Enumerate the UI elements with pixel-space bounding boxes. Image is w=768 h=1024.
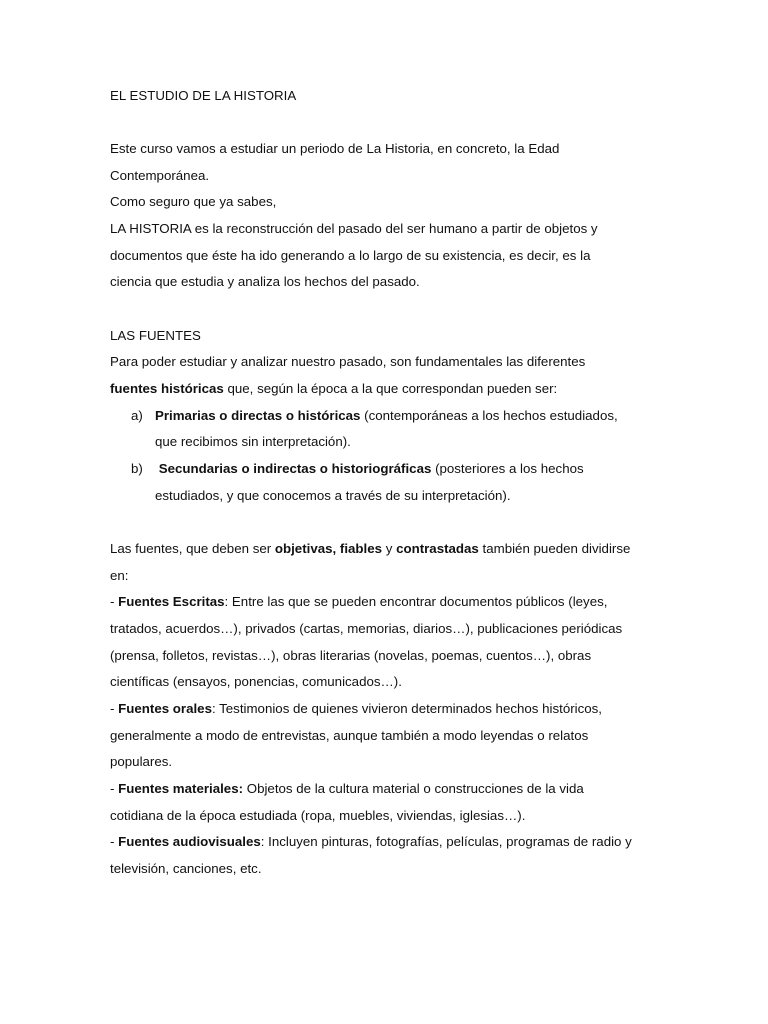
fuentes-audiovisuales-line: televisión, canciones, etc. (110, 861, 262, 876)
dash: - (110, 594, 119, 609)
text-run: (posteriores a los hechos (431, 461, 584, 476)
bold-term: Secundarias o indirectas o historiográficas (155, 461, 432, 476)
list-item-a (155, 407, 618, 425)
list-marker-a: a) (131, 408, 143, 423)
list-item-b (155, 460, 584, 478)
text-run: : Testimonios de quienes vivieron determinados hechos históricos, (211, 701, 602, 716)
intro-line: Contemporánea. (110, 168, 210, 183)
text-run: y (382, 541, 397, 556)
fuentes-escritas-line (110, 593, 607, 611)
fuentes-paragraph-line: Para poder estudiar y analizar nuestro pasado, son fundamentales las diferentes (110, 354, 586, 369)
fuentes-escritas-line: tratados, acuerdos…), privados (cartas, memorias, diarios…), publicaciones periódicas (110, 621, 623, 636)
document-title: EL ESTUDIO DE LA HISTORIA (110, 88, 297, 103)
fuentes-escritas-line: científicas (ensayos, ponencias, comunicados…). (110, 674, 402, 689)
bold-term: Fuentes audiovisuales (118, 834, 261, 849)
fuentes-orales-line: populares. (110, 754, 173, 769)
list-item-b-continuation: estudiados, y que conocemos a través de su interpretación). (155, 488, 511, 503)
text-run: que, según la época a la que correspondan pueden ser: (223, 381, 558, 396)
fuentes-materiales-line: cotidiana de la época estudiada (ropa, muebles, viviendas, iglesias…). (110, 808, 526, 823)
intro-line: LA HISTORIA es la reconstrucción del pasado del ser humano a partir de objetos y (110, 221, 598, 236)
bold-term: Fuentes materiales: (118, 781, 244, 796)
intro-line: Este curso vamos a estudiar un periodo de La Historia, en concreto, la Edad (110, 141, 560, 156)
intro-line: Como seguro que ya sabes, (110, 194, 277, 209)
list-item-a-continuation: que recibimos sin interpretación). (155, 434, 351, 449)
bold-term: Fuentes Escritas (118, 594, 225, 609)
bold-term: Primarias o directas o históricas (155, 408, 361, 423)
list-marker-b: b) (131, 461, 143, 476)
intro-line: ciencia que estudia y analiza los hechos del pasado. (110, 274, 420, 289)
bold-term: fuentes históricas (110, 381, 224, 396)
dash: - (110, 781, 119, 796)
bold-term: contrastadas (396, 541, 479, 556)
text-run: (contemporáneas a los hechos estudiados, (360, 408, 618, 423)
fuentes-escritas-line: (prensa, folletos, revistas…), obras literarias (novelas, poemas, cuentos…), obras (110, 648, 592, 663)
section-heading-fuentes: LAS FUENTES (110, 328, 201, 343)
bold-term: Fuentes orales (118, 701, 212, 716)
fuentes-orales-line (110, 700, 602, 718)
text-run: : Entre las que se pueden encontrar documentos públicos (leyes, (224, 594, 608, 609)
intro-line: documentos que éste ha ido generando a lo largo de su existencia, es decir, es la (110, 248, 591, 263)
dash: - (110, 701, 119, 716)
text-run: Objetos de la cultura material o construcciones de la vida (243, 781, 584, 796)
fuentes-audiovisuales-line (110, 833, 632, 851)
text-run: también pueden dividirse (478, 541, 631, 556)
dash: - (110, 834, 119, 849)
bold-term: objetivas, fiables (274, 541, 383, 556)
fuentes-orales-line: generalmente a modo de entrevistas, aunque también a modo leyendas o relatos (110, 728, 589, 743)
tipos-paragraph-line: en: (110, 568, 129, 583)
fuentes-paragraph-line (110, 380, 557, 398)
tipos-paragraph-line (110, 540, 630, 558)
text-run: : Incluyen pinturas, fotografías, películas, programas de radio y (260, 834, 632, 849)
fuentes-materiales-line (110, 780, 584, 798)
text-run: Las fuentes, que deben ser (110, 541, 275, 556)
